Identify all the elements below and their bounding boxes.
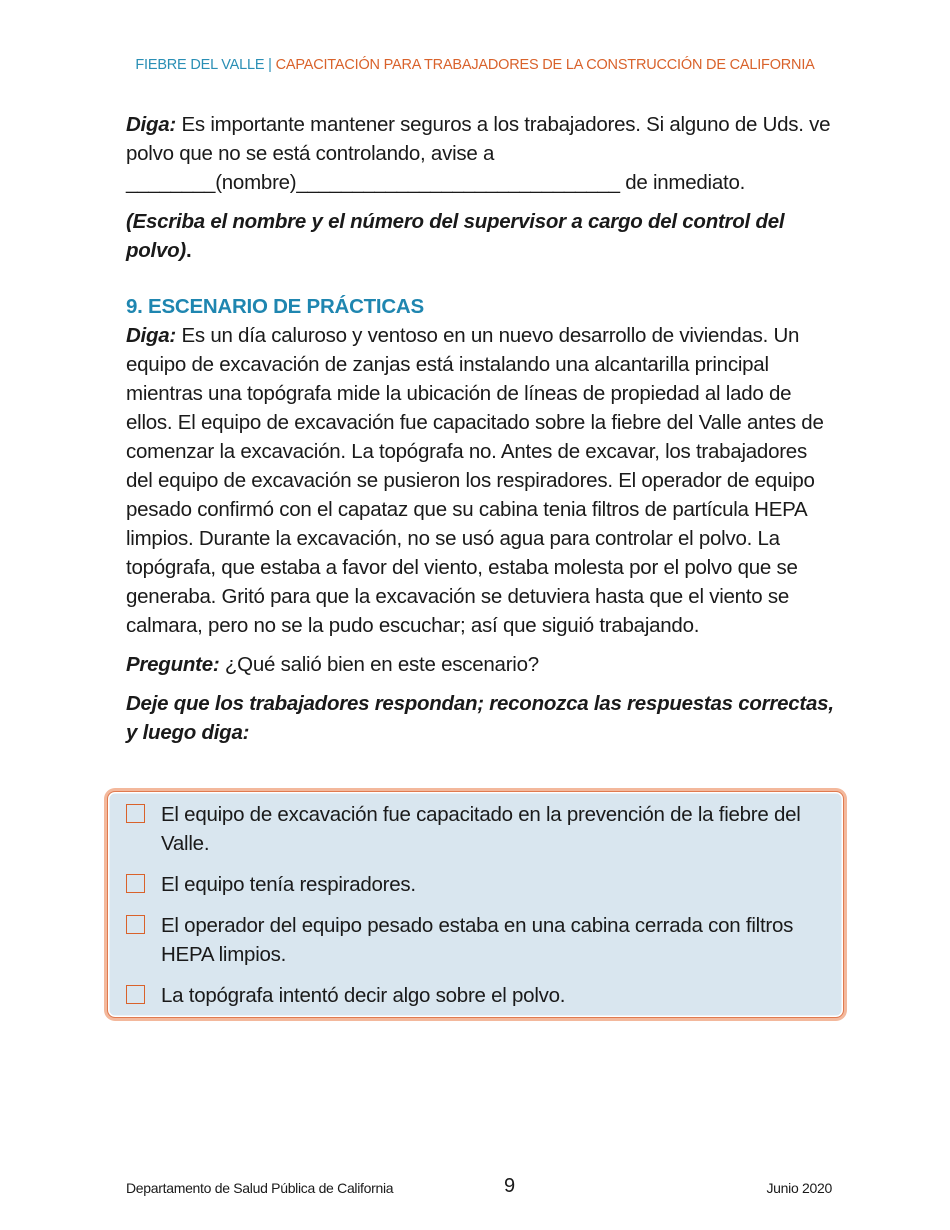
intro-paragraph (126, 110, 838, 197)
answer-checklist-panel (107, 791, 844, 1018)
checklist-item (126, 870, 826, 899)
checklist-item-text: El equipo tenía respiradores. (161, 873, 416, 896)
respond-instruction: Deje que los trabajadores respondan; reconozca las respuestas correctas, y luego diga: (126, 692, 834, 744)
instruction-paragraph (126, 207, 838, 265)
checkbox[interactable] (126, 985, 145, 1004)
checklist-item (126, 911, 826, 969)
checklist-item (126, 800, 826, 858)
ask-label: Pregunte: (126, 653, 220, 676)
supervisor-name-blank: ________(nombre)_____________________________ (126, 171, 620, 194)
header-separator: | (268, 57, 272, 73)
section-title: 9. ESCENARIO DE PRÁCTICAS (126, 295, 424, 318)
intro-text: Es importante mantener seguros a los trabajadores. Si alguno de Uds. ve polvo que no se está controlando, avise a (126, 113, 831, 165)
header-training-title: CAPACITACIÓN PARA TRABAJADORES DE LA CONSTRUCCIÓN DE CALIFORNIA (275, 57, 815, 73)
checklist-item (126, 981, 826, 1010)
say-label: Diga: (126, 113, 176, 136)
checklist-item-text: El equipo de excavación fue capacitado en la prevención de la fiebre del Valle. (161, 803, 801, 855)
page-header (0, 57, 950, 73)
checkbox[interactable] (126, 804, 145, 823)
checkbox[interactable] (126, 874, 145, 893)
scenario-text: Es un día caluroso y ventoso en un nuevo desarrollo de viviendas. Un equipo de excavación de zanjas está instalando una alcantarilla principal mientras una topógrafa mide la ubicación de líneas de propiedad al lado de ellos. El equipo de excavación fue capacitado sobre la fiebre del Valle antes de comenzar la excavación. La topógrafa no. Antes de excavar, los trabajadores del equipo de excavación se pusieron los respiradores. El operador de equipo pesado confirmó con el capataz que su cabina tenia filtros de partícula HEPA limpios. Durante la excavación, no se usó agua para controlar el polvo. La topógrafa, que estaba a favor del viento, estaba molesta por el polvo que se generaba. Gritó para que la excavación se detuviera hasta que el viento se calmara, pero no se la pudo escuchar; así que siguió trabajando. (126, 324, 824, 637)
page-number: 9 (504, 1175, 515, 1197)
header-program-title: FIEBRE DEL VALLE (135, 57, 265, 73)
instruction-end: . (186, 239, 192, 262)
instruction-text: (Escriba el nombre y el número del supervisor a cargo del control del polvo) (126, 210, 785, 262)
main-content (126, 110, 838, 747)
checkbox[interactable] (126, 915, 145, 934)
checklist-item-text: La topógrafa intentó decir algo sobre el polvo. (161, 984, 566, 1007)
answer-checklist (126, 800, 826, 1022)
question-paragraph (126, 650, 838, 679)
scenario-paragraph (126, 321, 838, 640)
blank-suffix: de inmediato. (619, 171, 746, 194)
scenario-say-label: Diga: (126, 324, 176, 347)
footer-department: Departamento de Salud Pública de California (126, 1180, 394, 1196)
page-footer (126, 1175, 832, 1198)
checklist-item-text: El operador del equipo pesado estaba en una cabina cerrada con filtros HEPA limpios. (161, 914, 794, 966)
footer-date: Junio 2020 (766, 1180, 832, 1196)
ask-text: ¿Qué salió bien en este escenario? (219, 653, 539, 676)
